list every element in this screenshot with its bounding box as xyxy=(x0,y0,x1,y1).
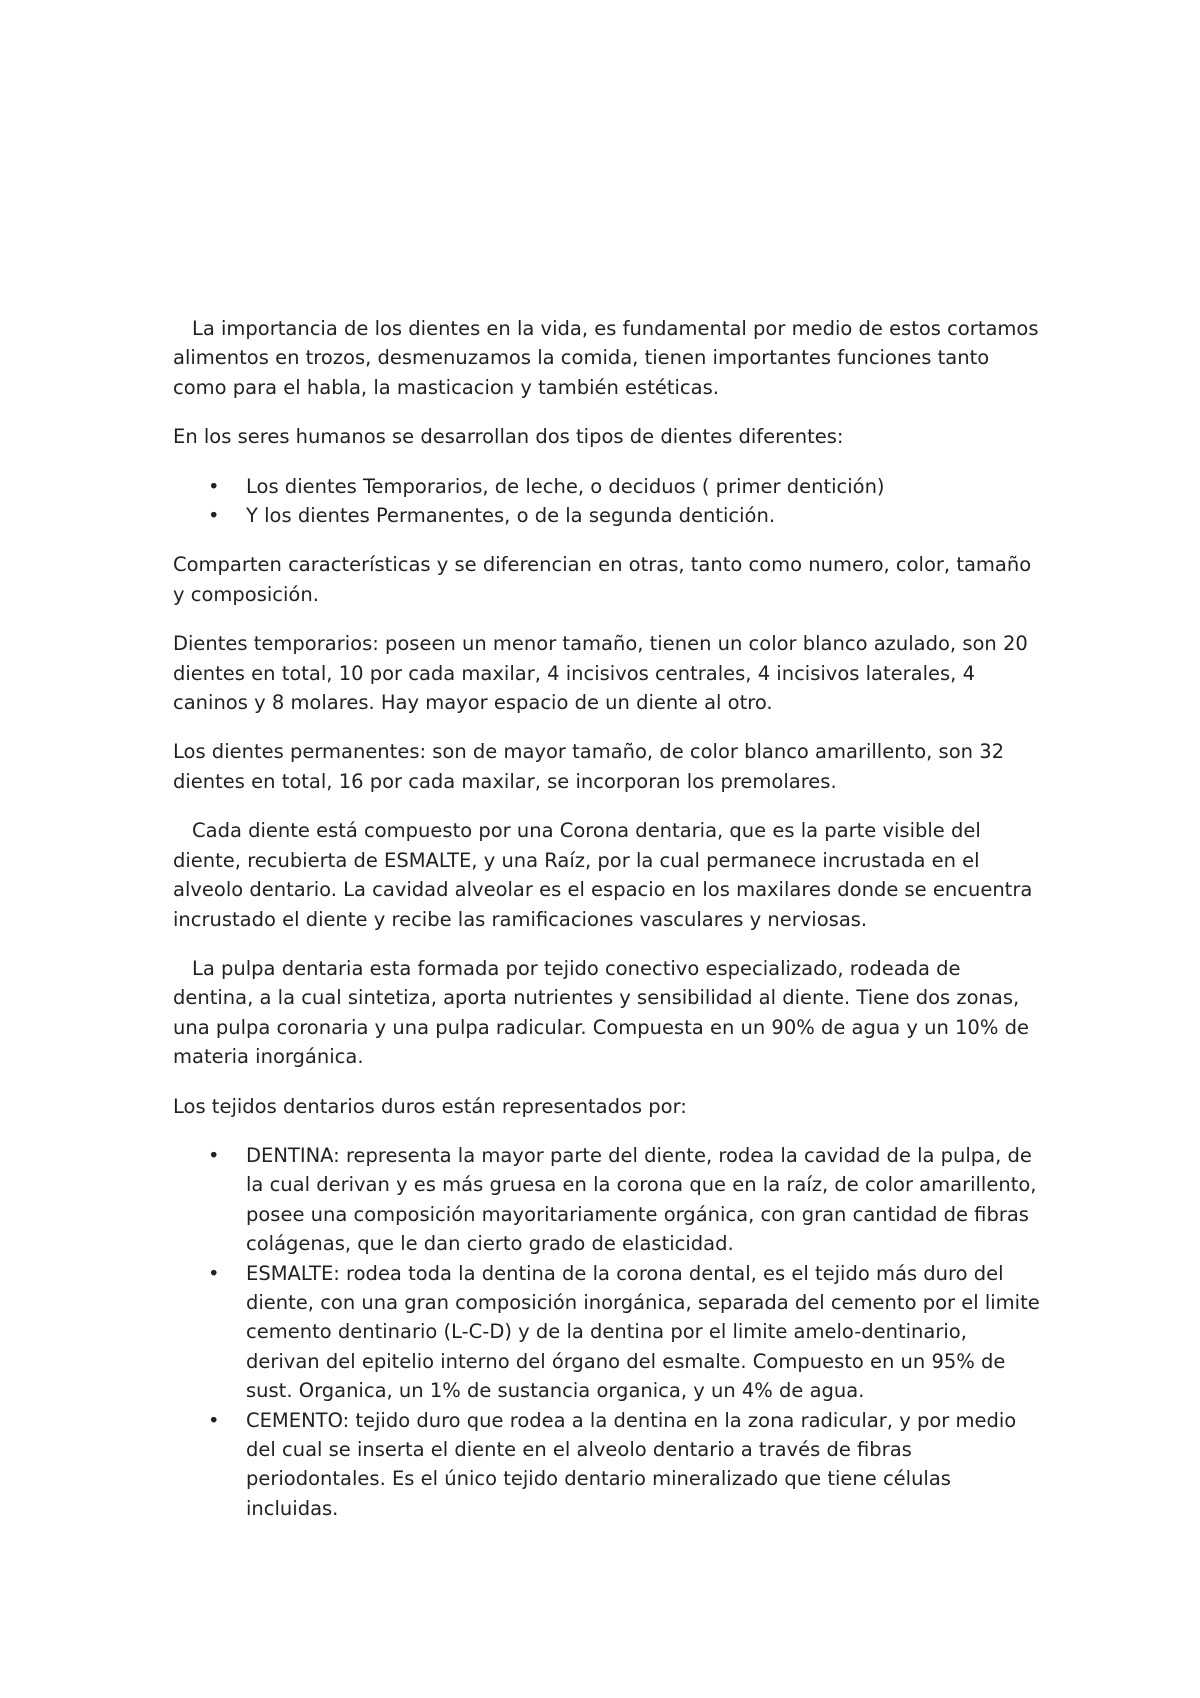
list-item-text: DENTINA: representa la mayor parte del diente, rodea la cavidad de la pulpa, de la cual derivan y es más gruesa en la corona que en la raíz, de color amarillento, posee una composición mayoritariamente orgánica, con gran cantidad de fibras colágenas, que le dan cierto grado de elasticidad. xyxy=(246,1143,1037,1256)
paragraph-caracteristicas: Comparten características y se diferencian en otras, tanto como numero, color, tamaño y composición. xyxy=(173,553,1032,606)
bullet-icon: • xyxy=(208,504,220,528)
list-item-text: CEMENTO: tejido duro que rodea a la dentina en la zona radicular, y por medio del cual se inserta el diente en el alveolo dentario a través de fibras periodontales. Es el único tejido dentario mineralizado que tiene células incluidas. xyxy=(246,1408,1017,1520)
bullet-icon: • xyxy=(208,1143,220,1167)
bullet-icon: • xyxy=(208,1408,220,1432)
list-tipos-dientes xyxy=(173,472,1043,531)
list-item xyxy=(173,1259,1043,1406)
paragraph-corona-raiz: Cada diente está compuesto por una Corona dentaria, que es la parte visible del diente, recubierta de ESMALTE, y una Raíz, por la cual permanece incrustada en el alveolo dentario. La cavidad alveolar es el espacio en los maxilares donde se encuentra incrustado el diente y recibe las ramificaciones vasculares y nerviosas. xyxy=(173,819,1033,931)
list-item xyxy=(173,472,1043,501)
bullet-icon: • xyxy=(208,474,220,498)
list-item-text: Los dientes Temporarios, de leche, o deciduos ( primer dentición) xyxy=(246,474,885,498)
paragraph-permanentes: Los dientes permanentes: son de mayor tamaño, de color blanco amarillento, son 32 dientes en total, 16 por cada maxilar, se incorporan los premolares. xyxy=(173,740,1005,793)
list-item xyxy=(173,501,1043,530)
list-item-text: Y los dientes Permanentes, o de la segunda dentición. xyxy=(246,504,776,528)
list-tejidos-duros xyxy=(173,1141,1043,1523)
paragraph-pulpa: La pulpa dentaria esta formada por tejido conectivo especializado, rodeada de dentina, a la cual sintetiza, aporta nutrientes y sensibilidad al diente. Tiene dos zonas, una pulpa coronaria y una pulpa radicular. Compuesta en un 90% de agua y un 10% de materia inorgánica. xyxy=(173,956,1029,1069)
paragraph-tejidos-duros: Los tejidos dentarios duros están representados por: xyxy=(173,1094,687,1118)
document-body xyxy=(173,314,1043,1543)
bullet-icon: • xyxy=(208,1261,220,1285)
list-item-text: ESMALTE: rodea toda la dentina de la corona dental, es el tejido más duro del diente, con una gran composición inorgánica, separada del cemento por el limite cemento dentinario (L-C-D) y de la dentina por el limite amelo-dentinario, derivan del epitelio interno del órgano del esmalte. Compuesto en un 95% de sust. Organica, un 1% de sustancia organica, y un 4% de agua. xyxy=(246,1261,1040,1403)
paragraph-tipos: En los seres humanos se desarrollan dos tipos de dientes diferentes: xyxy=(173,425,844,449)
list-item xyxy=(173,1406,1043,1524)
paragraph-temporarios: Dientes temporarios: poseen un menor tamaño, tienen un color blanco azulado, son 20 dientes en total, 10 por cada maxilar, 4 incisivos centrales, 4 incisivos laterales, 4 caninos y 8 molares. Hay mayor espacio de un diente al otro. xyxy=(173,632,1028,715)
paragraph-intro: La importancia de los dientes en la vida, es fundamental por medio de estos cortamos alimentos en trozos, desmenuzamos la comida, tienen importantes funciones tanto como para el habla, la masticacion y también estéticas. xyxy=(173,317,1039,399)
list-item xyxy=(173,1141,1043,1259)
